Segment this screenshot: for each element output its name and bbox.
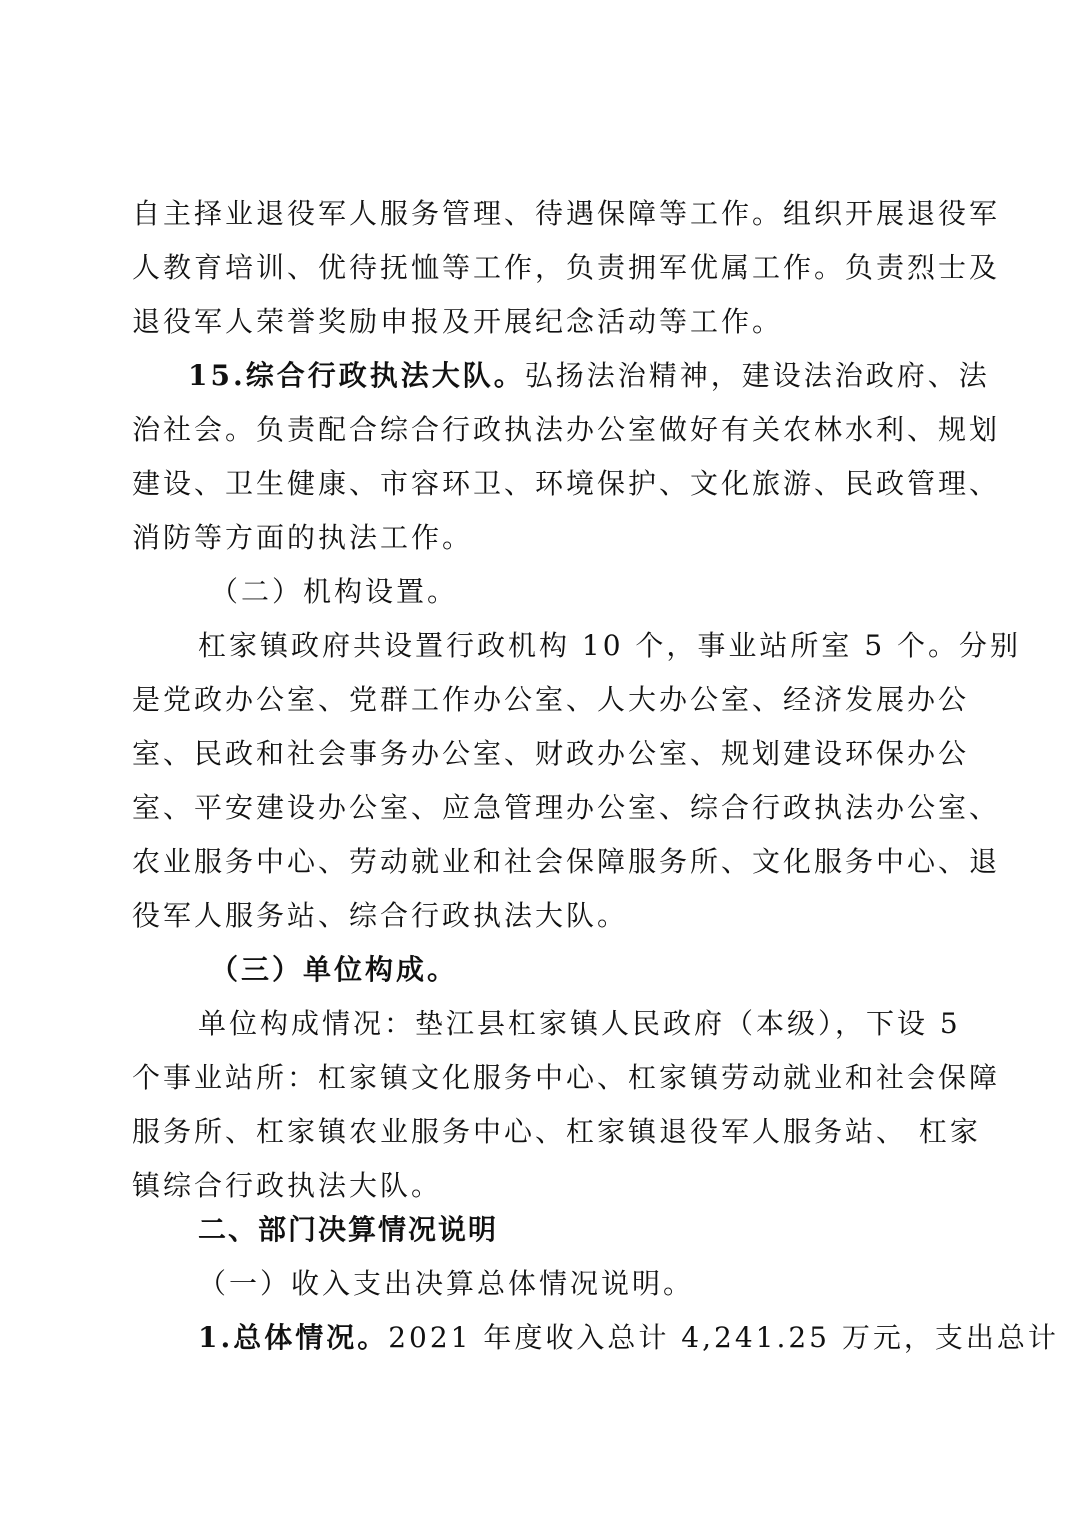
section-3-line-1: 单位构成情况：垫江县杠家镇人民政府（本级），下设 5	[198, 1007, 961, 1040]
section-3-line-3: 服务所、杠家镇农业服务中心、杠家镇退役军人服务站、 杠家	[132, 1115, 981, 1148]
section-2-line-3: 室、民政和社会事务办公室、财政办公室、规划建设环保办公	[132, 737, 970, 770]
section-3-line-2: 个事业站所：杠家镇文化服务中心、杠家镇劳动就业和社会保障	[132, 1061, 1001, 1094]
section-2-line-4: 室、平安建设办公室、应急管理办公室、综合行政执法办公室、	[132, 791, 1001, 824]
part-2-sub-heading: （一）收入支出决算总体情况说明。	[198, 1267, 695, 1300]
section-3-line-4: 镇综合行政执法大队。	[132, 1169, 443, 1202]
item-1-title: 1.总体情况。	[198, 1321, 389, 1354]
item-15-line-2: 治社会。负责配合综合行政执法办公室做好有关农林水利、规划	[132, 413, 1001, 446]
item-1-text: 2021 年度收入总计 4,241.25 万元，支出总计	[388, 1321, 1059, 1354]
item-15-text: 弘扬法治精神，建设法治政府、法	[524, 359, 990, 392]
paragraph-line-1: 自主择业退役军人服务管理、待遇保障等工作。组织开展退役军	[132, 197, 1001, 230]
item-15-first-line	[188, 358, 1008, 394]
section-2-heading: （二）机构设置。	[210, 575, 459, 608]
section-2-line-1: 杠家镇政府共设置行政机构 10 个，事业站所室 5 个。分别	[198, 629, 1022, 662]
section-2-line-5: 农业服务中心、劳动就业和社会保障服务所、文化服务中心、退	[132, 845, 1001, 878]
section-2-line-2: 是党政办公室、党群工作办公室、人大办公室、经济发展办公	[132, 683, 970, 716]
item-15-title: 15.综合行政执法大队。	[188, 359, 525, 392]
item-1-first-line	[198, 1320, 1059, 1356]
section-2-line-6: 役军人服务站、综合行政执法大队。	[132, 899, 629, 932]
paragraph-line-3: 退役军人荣誉奖励申报及开展纪念活动等工作。	[132, 305, 784, 338]
paragraph-line-2: 人教育培训、优待抚恤等工作，负责拥军优属工作。负责烈士及	[132, 251, 1001, 284]
item-15-line-4: 消防等方面的执法工作。	[132, 521, 474, 554]
item-15-line-3: 建设、卫生健康、市容环卫、环境保护、文化旅游、民政管理、	[132, 467, 1001, 500]
section-3-heading: （三）单位构成。	[210, 953, 459, 986]
part-2-heading: 二、部门决算情况说明	[198, 1213, 499, 1246]
